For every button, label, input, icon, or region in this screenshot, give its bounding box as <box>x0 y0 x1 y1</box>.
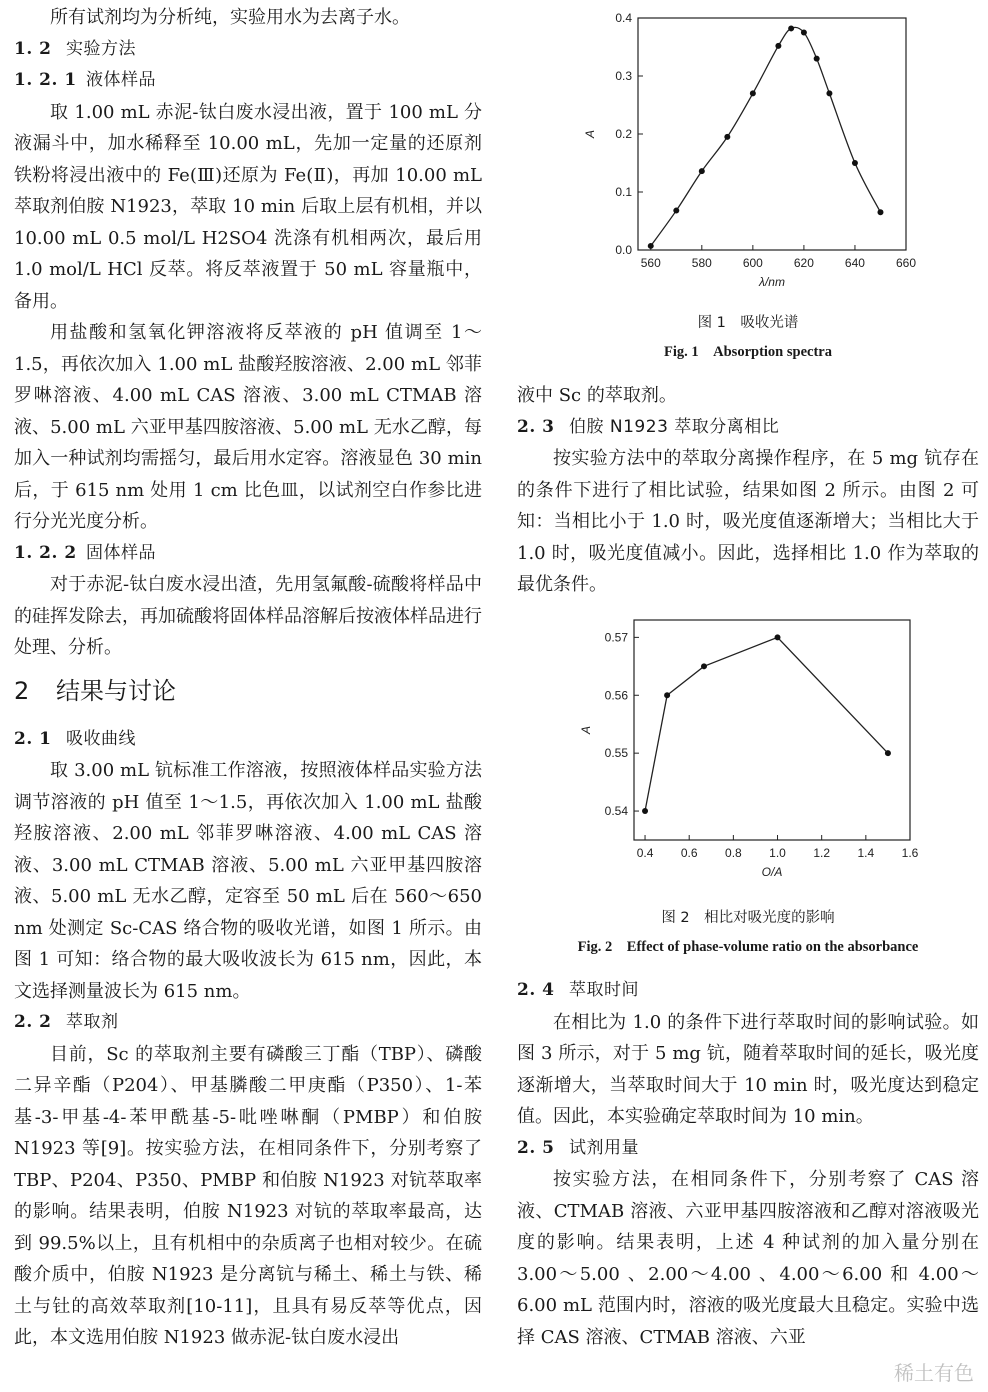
x-tick-label: 620 <box>793 256 814 270</box>
plot-frame <box>638 18 906 250</box>
series-line <box>645 637 888 811</box>
paragraph-ph-adjust: 用盐酸和氢氧化钾溶液将反萃液的 pH 值调至 1～1.5，再依次加入 1.00 mL 盐酸羟胺溶液、2.00 mL 邻菲罗啉溶液、4.00 mL CAS 溶液、3.00 mL CTMAB 溶液、5.00 mL 六亚甲基四胺溶液、5.00 mL 无水乙醇，每加入一种试剂均需摇匀，最后用水定容。溶液显色 30 min 后，于 615 nm 处用 1 cm 比色皿，以试剂空白作参比进行分光光度分析。 <box>14 322 482 532</box>
heading-title: 结果与讨论 <box>56 676 176 705</box>
heading-number: 2. 2 <box>14 1012 52 1032</box>
y-tick-label: 0.2 <box>615 127 632 141</box>
y-axis-label: A <box>579 725 593 735</box>
figure-1-caption-cn: 图 1 吸收光谱 <box>697 315 799 331</box>
paragraph-reagents: 所有试剂均为分析纯，实验用水为去离子水。 <box>50 7 410 28</box>
paragraph-liquid-sample: 取 1.00 mL 赤泥-钛白废水浸出液，置于 100 mL 分液漏斗中，加水稀释至 10.00 mL，先加一定量的还原剂铁粉将浸出液中的 Fe(Ⅲ)还原为 Fe(Ⅱ)，再加 10.00 mL 萃取剂伯胺 N1923，萃取 10 min 后取上层有机相，并以 10.00 mL 0.5 mol/L H2SO4 洗涤有机相两次，最后用 1.0 mol/L HCl 反萃。将反萃液置于 50 mL 容量瓶中，备用。 <box>14 101 482 312</box>
heading-1-2-1 <box>14 65 482 97</box>
x-tick-label: 580 <box>691 256 712 270</box>
heading-number: 2 <box>14 676 30 705</box>
x-tick-label: 0.4 <box>636 846 654 860</box>
heading-2-5 <box>517 1133 979 1165</box>
paragraph-extractant: 目前，Sc 的萃取剂主要有磷酸三丁酯（TBP）、磷酸二异辛酯（P204）、甲基膦酸二甲庚酯（P350）、1-苯基-3-甲基-4-苯甲酰基-5-吡唑啉酮（PMBP）和伯胺 N1923 等[9]。按实验方法，在相同条件下，分别考察了 TBP、P204、P350、PMBP 和伯胺 N1923 对钪萃取率的影响。结果表明，伯胺 N1923 对钪的萃取率最高，达到 99.5%以上，且有机相中的杂质离子也相对较少。在硫酸介质中，伯胺 N1923 是分离钪与稀土、稀土与铁、稀土与钍的高效萃取剂[10-11]，且具有易反萃等优点，因此，本文选用伯胺 N1923 做赤泥-钛白废水浸出 <box>14 1043 482 1348</box>
y-tick-label: 0.56 <box>604 688 628 703</box>
data-point <box>877 209 883 215</box>
data-point <box>664 692 670 698</box>
figure-2-caption-cn: 图 2 相比对吸光度的影响 <box>661 910 835 926</box>
heading-title: 实验方法 <box>66 38 136 59</box>
y-tick-label: 0.0 <box>615 243 632 257</box>
heading-number: 2. 5 <box>517 1137 555 1158</box>
figure-2-phase-ratio-chart <box>560 612 940 892</box>
paragraph-phase-ratio: 按实验方法中的萃取分离操作程序，在 5 mg 钪存在的条件下进行了相比试验，结果如图 2 所示。由图 2 可知：当相比小于 1.0 时，吸光度值逐渐增大；当相比大于 1.0 时，吸光度值减小。因此，选择相比 1.0 作为萃取的最优条件。 <box>517 448 979 595</box>
data-point <box>724 134 730 140</box>
x-tick-label: 640 <box>844 256 865 270</box>
x-tick-label: 1.6 <box>901 846 919 860</box>
heading-number: 1. 2. 1 <box>14 70 77 90</box>
data-point <box>814 56 820 62</box>
paragraph-reagent-dosage: 按实验方法，在相同条件下，分别考察了 CAS 溶液、CTMAB 溶液、六亚甲基四胺溶液和乙醇对溶液吸光度的影响。结果表明，上述 4 种试剂的加入量分别在 3.00～5.00 、2.00～4.00 、4.00～6.00 和 4.00～6.00 mL 范围内时，溶液的吸光度最大且稳定。实验中选择 CAS 溶液、CTMAB 溶液、六亚 <box>517 1169 979 1348</box>
heading-2-2 <box>14 1007 482 1039</box>
heading-1-2-2 <box>14 538 482 570</box>
x-axis-label: O/A <box>761 865 783 879</box>
data-point <box>642 808 648 814</box>
heading-2-1 <box>14 724 482 756</box>
data-point <box>775 43 781 49</box>
x-tick-label: 1.2 <box>813 846 831 860</box>
heading-title: 固体样品 <box>86 542 156 563</box>
y-tick-label: 0.1 <box>615 185 632 199</box>
y-axis-label: A <box>583 129 597 139</box>
heading-2-4 <box>517 975 979 1007</box>
x-tick-label: 660 <box>895 256 917 270</box>
data-point <box>673 208 679 214</box>
y-tick-label: 0.54 <box>604 804 628 819</box>
data-point <box>701 663 707 669</box>
data-point <box>648 243 654 249</box>
y-tick-label: 0.4 <box>615 11 632 25</box>
figure-2-caption-en: Fig. 2 Effect of phase-volume ratio on the absorbance <box>577 939 919 955</box>
x-tick-label: 560 <box>640 256 661 270</box>
data-point <box>826 90 832 96</box>
y-tick-label: 0.55 <box>604 746 628 761</box>
x-axis-label: λ/nm <box>759 275 785 289</box>
heading-2 <box>14 674 482 708</box>
x-tick-label: 1.0 <box>769 846 786 860</box>
heading-title: 萃取时间 <box>569 980 639 1000</box>
data-point <box>885 750 891 756</box>
paragraph-absorption: 取 3.00 mL 钪标准工作溶液，按照液体样品实验方法调节溶液的 pH 值至 1～1.5，再依次加入 1.00 mL 盐酸羟胺溶液、2.00 mL 邻菲罗啉溶液、4.00 mL CAS 溶液、3.00 mL CTMAB 溶液、5.00 mL 六亚甲基四胺溶液、5.00 mL 无水乙醇，定容至 50 mL 后在 560～650 nm 处测定 Sc-CAS 络合物的吸收光谱，如图 1 所示。由图 1 可知：络合物的最大吸收波长为 615 nm，因此，本文选择测量波长为 615 nm。 <box>14 760 482 1002</box>
right-column-lower <box>517 975 979 1353</box>
data-point <box>801 30 807 36</box>
heading-2-3 <box>517 412 979 444</box>
heading-title: 试剂用量 <box>569 1137 639 1158</box>
heading-number: 1. 2 <box>14 38 52 59</box>
heading-number: 2. 1 <box>14 728 52 749</box>
left-column <box>14 2 482 1354</box>
plot-frame <box>634 620 910 840</box>
data-point <box>775 634 781 640</box>
heading-title: 伯胺 N1923 萃取分离相比 <box>569 416 780 437</box>
paragraph-solid-sample: 对于赤泥-钛白废水浸出渣，先用氢氟酸-硫酸将样品中的硅挥发除去，再加硫酸将固体样品溶解后按液体样品进行处理、分析。 <box>14 574 482 658</box>
heading-number: 1. 2. 2 <box>14 542 77 563</box>
heading-title: 萃取剂 <box>66 1012 119 1032</box>
x-tick-label: 600 <box>742 256 763 270</box>
right-column-upper <box>517 380 979 601</box>
data-point <box>788 25 794 31</box>
heading-title: 液体样品 <box>86 70 156 90</box>
data-point <box>750 90 756 96</box>
heading-number: 2. 4 <box>517 980 555 1000</box>
figure-1-absorption-chart <box>560 10 940 300</box>
heading-1-2 <box>14 34 482 66</box>
watermark-text: 稀土有色 <box>894 1361 974 1385</box>
y-tick-label: 0.57 <box>604 630 628 645</box>
heading-number: 2. 3 <box>517 416 555 437</box>
data-point <box>699 168 705 174</box>
series-line <box>651 27 881 246</box>
heading-title: 吸收曲线 <box>66 728 136 749</box>
figure-1-caption-en: Fig. 1 Absorption spectra <box>664 344 832 360</box>
y-tick-label: 0.3 <box>615 69 632 83</box>
paragraph-extraction-time: 在相比为 1.0 的条件下进行萃取时间的影响试验。如图 3 所示，对于 5 mg 钪，随着萃取时间的延长，吸光度逐渐增大，当萃取时间大于 10 min 时，吸光度达到稳定值。因此，本实验确定萃取时间为 10 min。 <box>517 1011 979 1127</box>
x-tick-label: 1.4 <box>857 846 875 860</box>
x-tick-label: 0.8 <box>725 846 742 860</box>
data-point <box>852 160 858 166</box>
paragraph-extractant-end: 液中 Sc 的萃取剂。 <box>517 385 677 406</box>
x-tick-label: 0.6 <box>680 846 698 860</box>
